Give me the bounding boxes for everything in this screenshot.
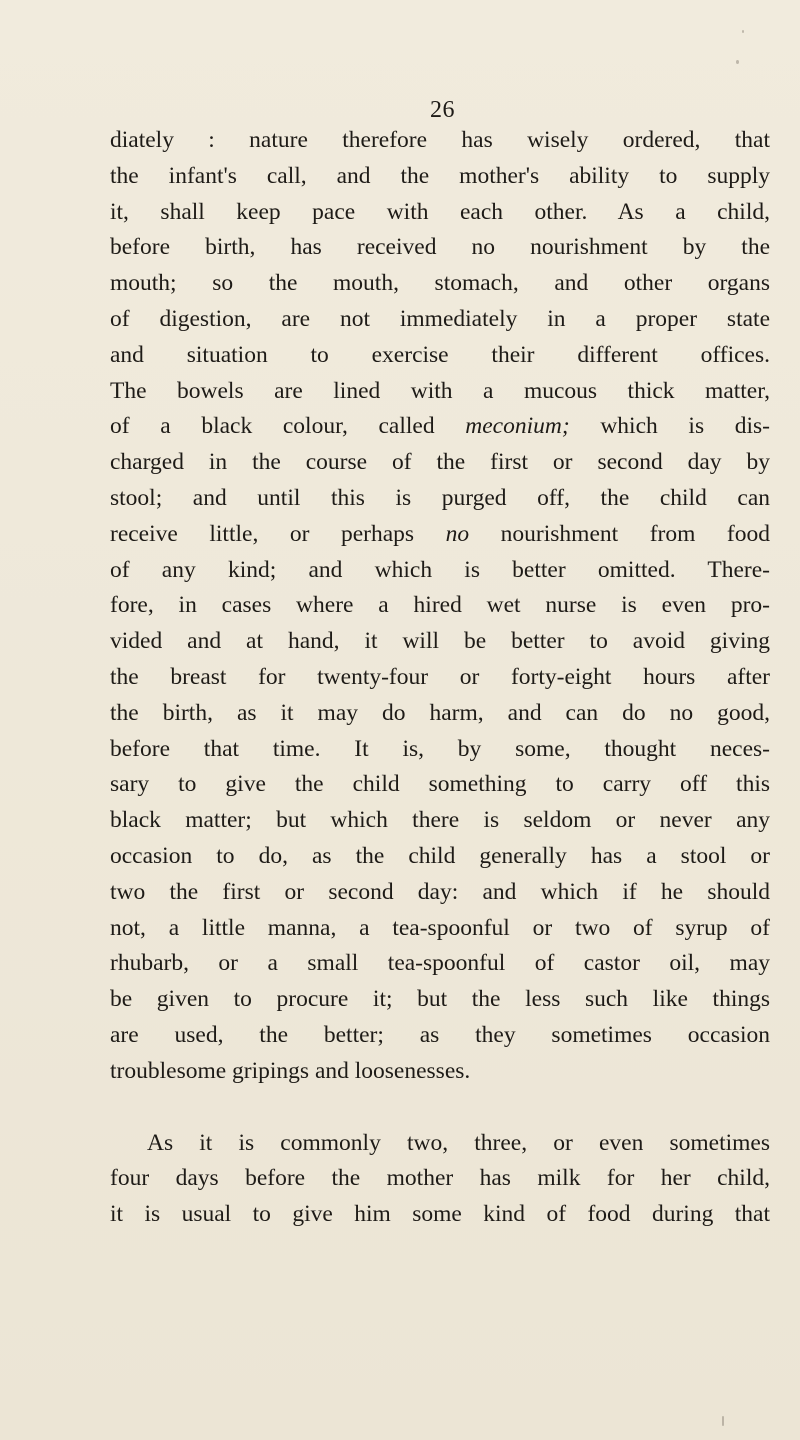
text-line: two the first or second day: and which if he should xyxy=(110,878,770,905)
text-line: occasion to do, as the child generally has a stool or xyxy=(110,842,770,869)
paragraph-1 xyxy=(110,123,770,1090)
text-line: black matter; but which there is seldom or never any xyxy=(110,807,770,834)
text-line: are used, the better; as they sometimes occasion xyxy=(110,1021,770,1048)
text-line: of any kind; and which is better omitted. There- xyxy=(110,556,770,583)
text-line: diately : nature therefore has wisely ordered, that xyxy=(110,127,770,153)
text-run: of a black colour, called xyxy=(110,413,466,440)
text-line: not, a little manna, a tea-spoonful or two of syrup of xyxy=(110,914,770,941)
text-line: be given to procure it; but the less such like things xyxy=(110,986,770,1013)
text-line: and situation to exercise their different offices. xyxy=(110,341,770,368)
text-line: charged in the course of the first or second day by xyxy=(110,449,770,476)
text-line: four days before the mother has milk for her child, xyxy=(110,1165,770,1192)
italic-term: no xyxy=(445,520,470,547)
text-run: nourishment from food xyxy=(469,520,771,547)
text-line: stool; and until this is purged off, the child can xyxy=(110,484,770,511)
text-line: the breast for twenty-four or forty-eight hours after xyxy=(110,663,770,690)
text-line: The bowels are lined with a mucous thick matter, xyxy=(110,377,770,404)
text-line xyxy=(110,409,770,445)
text-line: before birth, has received no nourishment by the xyxy=(110,234,770,261)
paragraph-2 xyxy=(110,1126,770,1233)
text-line: fore, in cases where a hired wet nurse is even pro- xyxy=(110,592,770,619)
text-line: it is usual to give him some kind of food during that xyxy=(110,1201,770,1228)
text-run: which is dis- xyxy=(569,413,770,440)
text-line: the birth, as it may do harm, and can do no good, xyxy=(110,699,770,726)
text-line: of digestion, are not immediately in a proper state xyxy=(110,305,770,332)
text-line xyxy=(110,517,770,553)
text-line: it, shall keep pace with each other. As a child, xyxy=(110,198,770,225)
text-line: sary to give the child something to carry off this xyxy=(110,771,770,798)
paper-speck xyxy=(722,1416,724,1426)
italic-term: meconium; xyxy=(465,413,570,440)
page-number: 26 xyxy=(430,97,455,123)
paper-speck xyxy=(736,60,739,64)
text-run: receive little, or perhaps xyxy=(110,520,446,547)
text-line: rhubarb, or a small tea-spoonful of castor oil, may xyxy=(110,950,770,977)
paper-speck xyxy=(742,30,744,33)
text-line: As it is commonly two, three, or even sometimes xyxy=(147,1129,770,1156)
body-text xyxy=(110,123,770,1233)
text-line: vided and at hand, it will be better to avoid giving xyxy=(110,628,770,655)
text-line: the infant's call, and the mother's ability to supply xyxy=(110,162,770,189)
text-line: mouth; so the mouth, stomach, and other organs xyxy=(110,270,770,297)
text-line: troublesome gripings and loosenesses. xyxy=(110,1057,471,1084)
paragraph-spacer xyxy=(110,1090,770,1126)
text-line: before that time. It is, by some, thought neces- xyxy=(110,735,770,762)
